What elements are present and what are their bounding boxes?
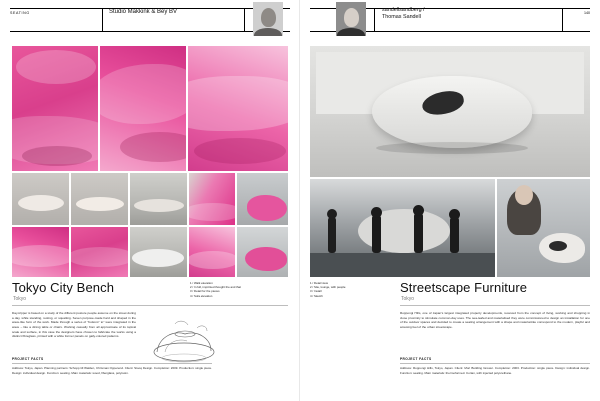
photo-bench-large-left [12,46,98,171]
right-facts-rule [400,363,590,364]
right-caption-1: 1 / Detail view [310,281,328,285]
photo-bench-detail-5 [237,227,288,277]
right-title-rule [400,305,590,306]
page-number: 140 [584,11,590,15]
right-page-location: Tokyo [401,296,415,302]
left-caption-2: 2 / In full, imprinted thought the and that [190,285,241,290]
portrait-photo-left [253,2,283,36]
header-divider-right [244,8,245,32]
photo-streetscape-hero [310,46,590,177]
photo-bench-right [188,46,288,171]
right-caption-2: 2 / Site, lounge, with people [310,285,346,290]
photo-bench-detail-3 [130,227,187,277]
right-facts-body: Address: Roppongi Hills, Tokyo, Japan. Client: Mori Building Grower. Completion: 2003. Production: single piece. Design: individual design. Function: seating. Main materials: thermoformed. Corian, with injected polyurethane. [400,366,590,375]
header-divider-right-1 [374,8,375,32]
left-caption-3: 3 / Detail for the pieces [190,289,220,294]
photo-bench-detail-2 [71,227,128,277]
left-title-rule [12,305,288,306]
right-page-title: Streetscape Furniture [400,280,528,295]
photo-bench-detail-4 [189,227,235,277]
left-sketch-illustration [145,318,223,369]
right-body-text: Roppongi Hills, one of Japan's largest integrated property developments, received from the concept of living, working and shopping in close proximity to stimulate common-day uses. The sea-leafed and materialised they were commissioned to design an installation for one of the outdoor spaces and decided to create a seating arrangement with a shape and material-like correspond to the modern, playful and amusing feel of the urban streetscape. [400,311,590,329]
studio-name-right-line2: Thomas Sandell [382,14,421,21]
left-facts-heading: PROJECT FACTS [12,357,44,361]
studio-name-right [382,7,425,22]
photo-model-2 [71,173,128,225]
right-caption-3: 3 / Install [310,289,322,294]
portrait-face [261,8,276,27]
studio-name-right-line1: sandellsandberg / [382,7,425,13]
photo-woman-seated [497,179,590,277]
left-page-title: Tokyo City Bench [12,280,115,295]
left-caption-1: 1 / Walk elevation [190,281,213,285]
right-caption-list [310,281,400,298]
photo-model-1 [12,173,69,225]
section-label: SEATING [10,11,30,15]
portrait-shoulders [254,28,282,36]
left-body-text: Day-tripper is based on a study of the different posture people assume on the street during a day, while standing, resting, or squatting. Seven purpose-made hard and shaped in the wave-like form of the work. Made through a series of "buttons" to" were integrated in the wave – like a dining table or chairs. Working casually from all approximate of its topical scale and surface, in this case the designers have chosen to fabricate the works using a distinct fibreglass, printed with a white former panels on gaily-colored patterns. [12,311,136,339]
left-page-location: Tokyo [13,296,27,302]
photo-bench-detail-1 [12,227,69,277]
right-page [300,0,600,401]
left-page-header [10,8,290,32]
right-facts-heading: PROJECT FACTS [400,357,432,361]
portrait-shoulders-right [337,28,365,36]
right-caption-4: 4 / Sketch [310,293,323,298]
portrait-photo-right [336,2,366,36]
left-caption-list [190,281,290,298]
photo-street-bench [237,173,288,225]
header-divider-left [102,8,103,32]
left-caption-4: 4 / Sofa elevation [190,293,213,298]
header-bottom-rule [10,31,290,32]
photo-streetscape-night [310,179,495,277]
sketch-svg [145,318,223,364]
photo-street-pink [189,173,235,225]
photo-bench-middle [100,46,186,171]
header-divider-right-2 [562,8,563,32]
portrait-face-right [344,8,359,27]
right-page-header [310,8,590,32]
photo-model-3 [130,173,187,225]
left-facts-body: Address: Tokyo, Japan. Planning partners: Schopp till Walden, Chrisman Opperend. Client: Stooq Design. Completion: 2009. Production: single piece. Design: individual design. Function: seating. Main materials: wood, fiberglass, polyresin. [12,366,212,375]
left-facts-rule [12,363,212,364]
studio-name-left: Studio Makkink & Bey BV [109,9,178,15]
